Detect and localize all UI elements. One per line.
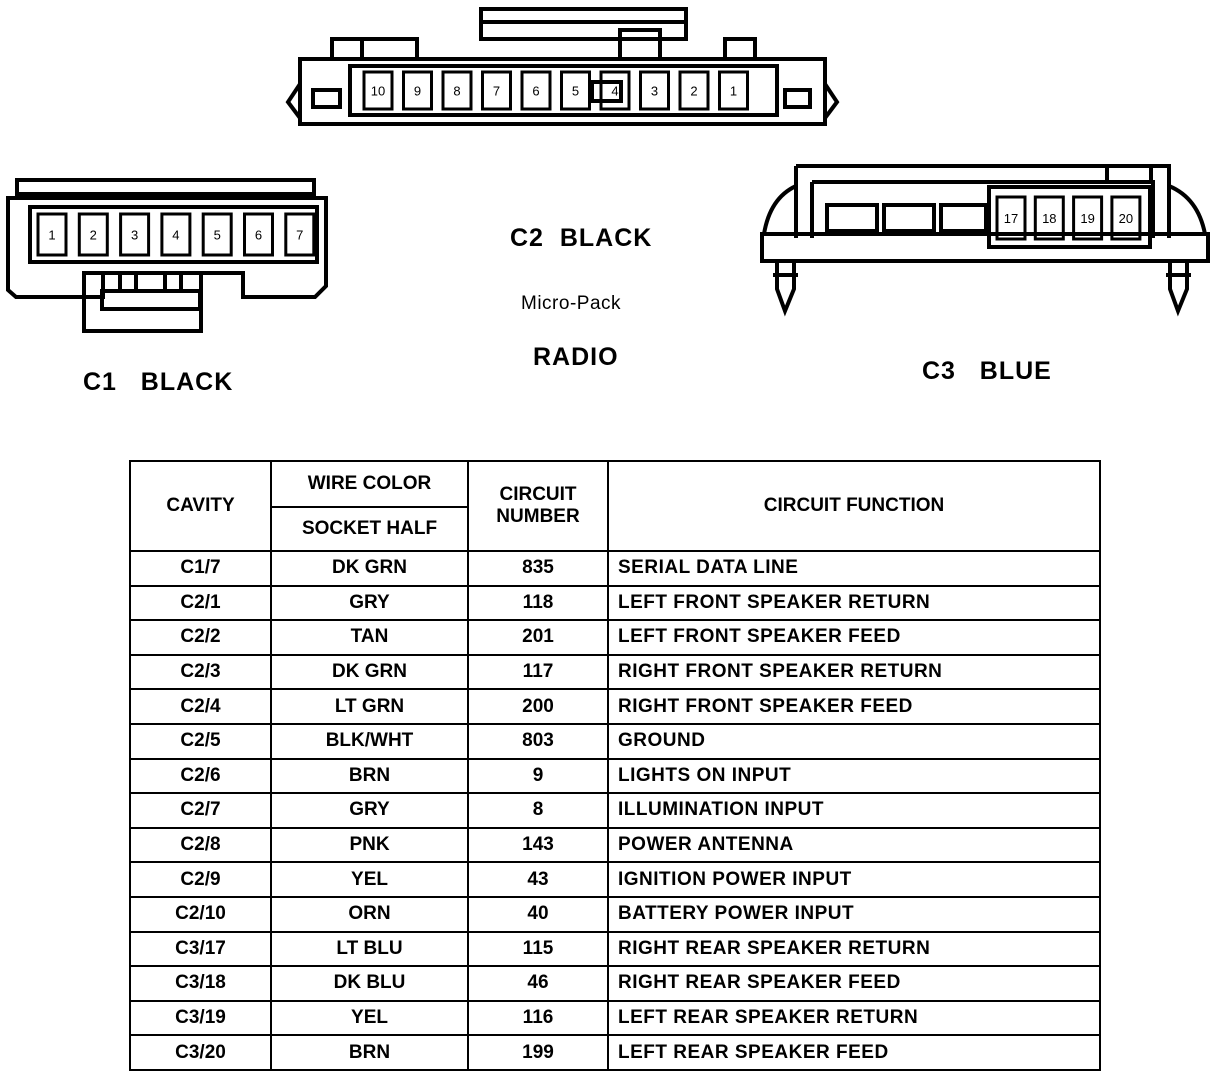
table-row (130, 932, 1100, 967)
c2-pin-number: 6 (532, 83, 540, 99)
table-row (130, 689, 1100, 724)
wire-color-cell: YEL (271, 1001, 468, 1036)
circuit-function-cell: SERIAL DATA LINE (608, 551, 1100, 586)
c3-pin-number: 17 (1003, 211, 1019, 226)
c2-pin-group (364, 72, 748, 109)
cavity-cell: C1/7 (130, 551, 271, 586)
header-number: NUMBER (496, 506, 580, 527)
c2-pin-number: 4 (611, 83, 619, 99)
c3-pin-number: 18 (1042, 211, 1057, 226)
circuit-number-cell: 46 (468, 966, 608, 1001)
c2-label: C2 BLACK (510, 224, 653, 252)
circuit-number-cell: 117 (468, 655, 608, 690)
c1-pin-number: 2 (89, 227, 97, 243)
wire-color-cell: LT GRN (271, 689, 468, 724)
c2-pin-number: 2 (690, 83, 698, 99)
cavity-cell: C3/19 (130, 1001, 271, 1036)
circuit-function-cell: LEFT REAR SPEAKER FEED (608, 1035, 1100, 1070)
wire-color-cell: BRN (271, 1035, 468, 1070)
cavity-cell: C2/2 (130, 620, 271, 655)
c1-pin-number: 6 (254, 227, 263, 243)
cavity-cell: C2/5 (130, 724, 271, 759)
circuit-number-cell: 803 (468, 724, 608, 759)
wire-color-cell: DK GRN (271, 551, 468, 586)
pinout-table (129, 460, 1101, 1071)
table-row (130, 655, 1100, 690)
circuit-number-cell: 835 (468, 551, 608, 586)
table-body (130, 551, 1100, 1070)
header-circuit: CIRCUIT (499, 484, 577, 505)
cavity-cell: C2/9 (130, 862, 271, 897)
circuit-function-cell: LEFT FRONT SPEAKER RETURN (608, 586, 1100, 621)
circuit-function-cell: GROUND (608, 724, 1100, 759)
table-row (130, 966, 1100, 1001)
c1-pin-number: 5 (213, 227, 221, 243)
table-row (130, 862, 1100, 897)
wire-color-cell: BLK/WHT (271, 724, 468, 759)
header-cavity: CAVITY (130, 461, 271, 551)
circuit-number-cell: 201 (468, 620, 608, 655)
wire-color-cell: TAN (271, 620, 468, 655)
table-row (130, 620, 1100, 655)
table-row (130, 1001, 1100, 1036)
circuit-number-cell: 43 (468, 862, 608, 897)
table-row (130, 897, 1100, 932)
c1-pin-number: 1 (48, 227, 56, 243)
c1-pin-group (38, 214, 314, 255)
wire-color-cell: GRY (271, 586, 468, 621)
circuit-function-cell: RIGHT REAR SPEAKER RETURN (608, 932, 1100, 967)
table-row (130, 724, 1100, 759)
cavity-cell: C2/4 (130, 689, 271, 724)
wire-color-cell: ORN (271, 897, 468, 932)
table-row (130, 793, 1100, 828)
c2-pin-number: 10 (370, 83, 386, 99)
wire-color-cell: YEL (271, 862, 468, 897)
c2-pin-number: 7 (492, 83, 501, 99)
c1-label: C1 BLACK (83, 368, 234, 396)
module-label: RADIO (533, 343, 619, 371)
c2-pin-number: 1 (729, 83, 738, 99)
c3-pin-number: 20 (1118, 211, 1134, 226)
circuit-number-cell: 9 (468, 759, 608, 794)
circuit-number-cell: 8 (468, 793, 608, 828)
c3-pin-number: 19 (1080, 211, 1095, 226)
circuit-number-cell: 200 (468, 689, 608, 724)
table-row (130, 759, 1100, 794)
circuit-function-cell: POWER ANTENNA (608, 828, 1100, 863)
c3-label: C3 BLUE (922, 357, 1052, 385)
cavity-cell: C2/7 (130, 793, 271, 828)
circuit-number-cell: 199 (468, 1035, 608, 1070)
c2-pin-number: 9 (413, 83, 422, 99)
table-row (130, 1035, 1100, 1070)
header-wire-color: WIRE COLOR (271, 461, 468, 507)
table-row (130, 586, 1100, 621)
cavity-cell: C2/6 (130, 759, 271, 794)
cavity-cell: C2/1 (130, 586, 271, 621)
wire-color-cell: LT BLU (271, 932, 468, 967)
wire-color-cell: DK GRN (271, 655, 468, 690)
circuit-function-cell: LEFT FRONT SPEAKER FEED (608, 620, 1100, 655)
header-circuit-number (468, 461, 608, 551)
cavity-cell: C2/3 (130, 655, 271, 690)
table-row (130, 828, 1100, 863)
circuit-function-cell: RIGHT FRONT SPEAKER RETURN (608, 655, 1100, 690)
c2-pin-number: 8 (453, 83, 461, 99)
circuit-function-cell: LIGHTS ON INPUT (608, 759, 1100, 794)
c2-pin-number: 5 (571, 83, 580, 99)
wire-color-cell: GRY (271, 793, 468, 828)
circuit-number-cell: 115 (468, 932, 608, 967)
header-function: CIRCUIT FUNCTION (608, 461, 1100, 551)
circuit-function-cell: RIGHT REAR SPEAKER FEED (608, 966, 1100, 1001)
circuit-function-cell: IGNITION POWER INPUT (608, 862, 1100, 897)
c2-subtitle: Micro-Pack (521, 293, 622, 314)
circuit-number-cell: 116 (468, 1001, 608, 1036)
cavity-cell: C3/18 (130, 966, 271, 1001)
circuit-function-cell: RIGHT FRONT SPEAKER FEED (608, 689, 1100, 724)
c1-pin-number: 3 (130, 227, 139, 243)
wire-color-cell: DK BLU (271, 966, 468, 1001)
wire-color-cell: BRN (271, 759, 468, 794)
circuit-number-cell: 40 (468, 897, 608, 932)
c1-pin-number: 7 (296, 227, 304, 243)
c1-pin-number: 4 (172, 227, 180, 243)
cavity-cell: C3/17 (130, 932, 271, 967)
cavity-cell: C2/10 (130, 897, 271, 932)
wire-color-cell: PNK (271, 828, 468, 863)
circuit-function-cell: ILLUMINATION INPUT (608, 793, 1100, 828)
table-row (130, 551, 1100, 586)
header-socket-half: SOCKET HALF (271, 507, 468, 551)
c2-pin-number: 3 (650, 83, 659, 99)
circuit-number-cell: 143 (468, 828, 608, 863)
circuit-function-cell: LEFT REAR SPEAKER RETURN (608, 1001, 1100, 1036)
cavity-cell: C3/20 (130, 1035, 271, 1070)
circuit-function-cell: BATTERY POWER INPUT (608, 897, 1100, 932)
cavity-cell: C2/8 (130, 828, 271, 863)
circuit-number-cell: 118 (468, 586, 608, 621)
